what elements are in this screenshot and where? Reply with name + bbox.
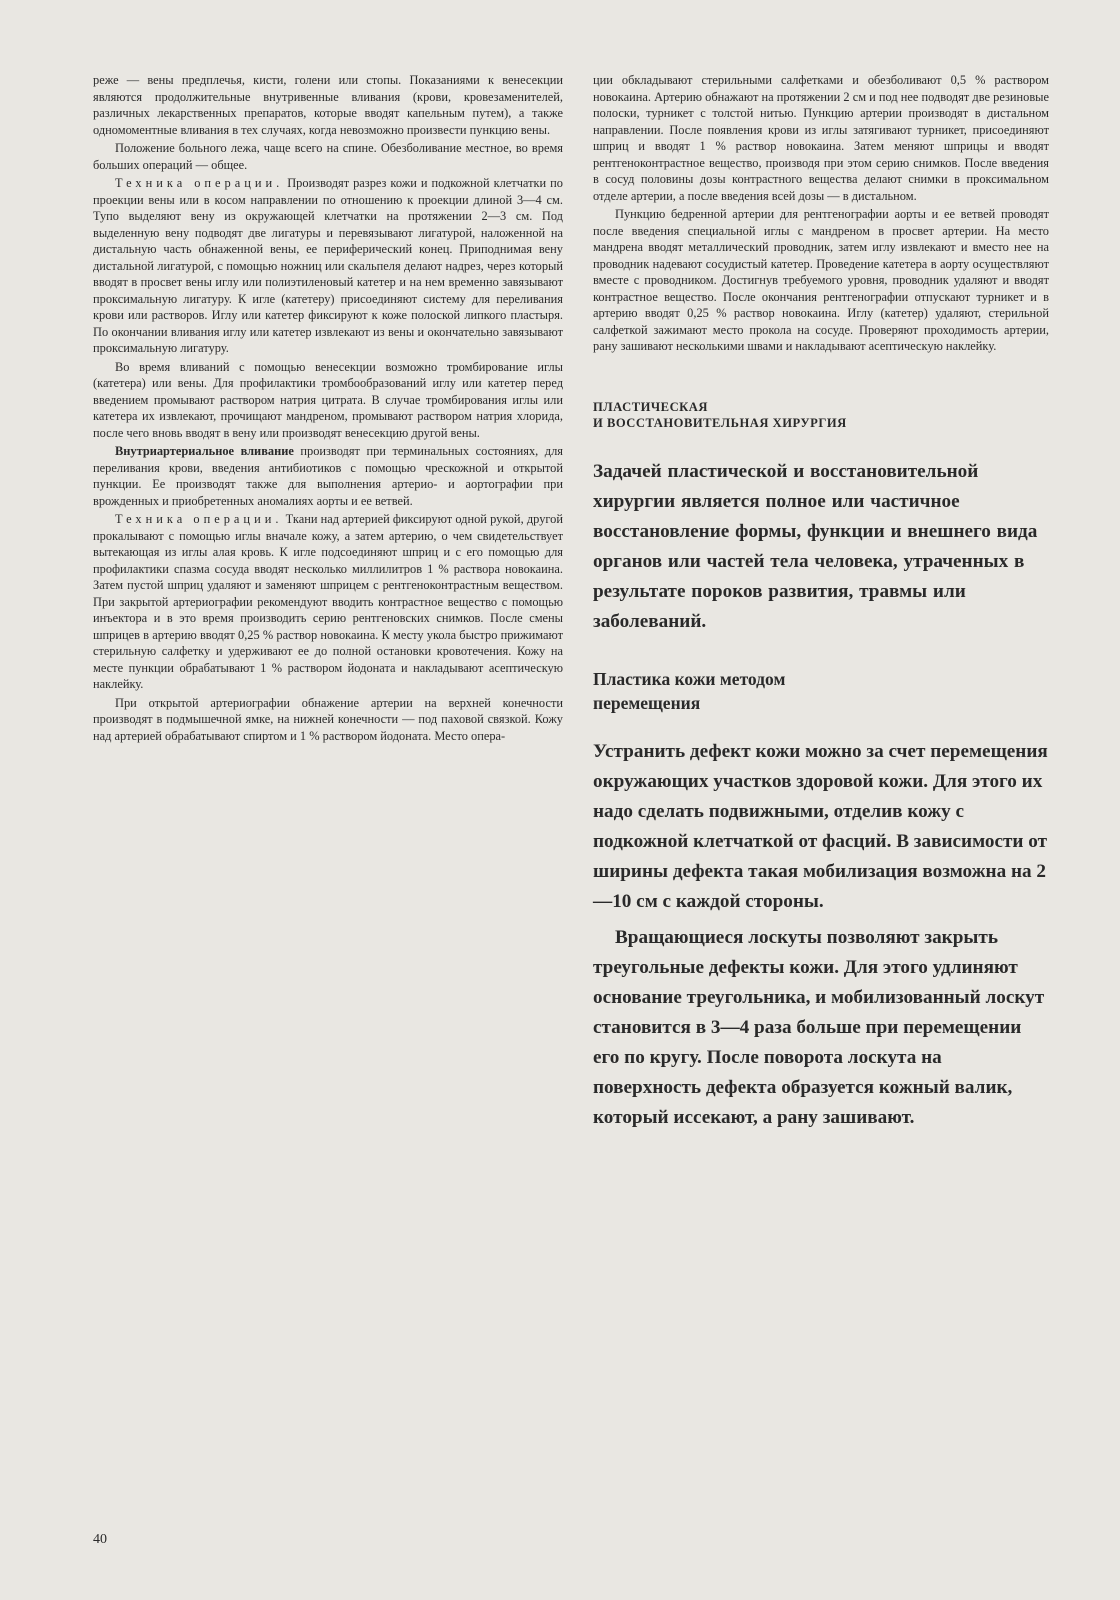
section-heading: [593, 399, 1049, 431]
paragraph: [593, 72, 1049, 204]
paragraph: [93, 443, 563, 509]
paragraph-text: Производят разрез кожи и подкожной клетчатки по проекции вены или в косом направлении по отношению к проекции длиной 3—4 см. Тупо выделяют вену из окружающей клетчатки на протяжении 2—3 см. Под выделенную вену подводят две лигатуры и перевязывают лигатурой, наложенной на дистальную часть обнаженной вены, ее периферический конец. Приподнимая вену дистальной лигатурой, с помощью ножниц или скальпеля делают надрез, через который вводят в просвет вены иглу или полиэтиленовый катетер и на нем временно завязывают проксимальную лигатуру. К игле (катетеру) присоединяют систему для переливания крови или растворов. Иглу или катетер фиксируют к коже полоской липкого пластыря. По окончании вливания иглу или катетер извлекают из вены и окончательно завязывают проксимальную лигатуру.: [93, 176, 563, 355]
paragraph-text: ции обкладывают стерильными салфетками и обезболивают 0,5 % раствором новокаина. Артерию обнажают на протяжении 2 см и под нее подводят две резиновые полоски, турникет с толстой нитью. Пункцию артерии производят в дистальном направлении. После появления крови из иглы затягивают турникет, присоединяют шприц и вводят 1 % раствор новокаина. Затем меняют шприцы и вводят рентгеноконтрастное вещество, производя при этом серию снимков. После введения в сосуд половины дозы контрастного вещества делают снимки в проксимальном отделе артерии, а после введения всей дозы — в дистальном.: [593, 73, 1049, 203]
bold-run-in-term: Внутриартериальное вливание: [115, 444, 294, 458]
paragraph: [93, 359, 563, 442]
paragraph: [93, 695, 563, 745]
right-column: [593, 72, 1049, 1133]
section-lead: Задачей пластической и восстановительной хирургии является полное или частичное восстановление формы, функции и внешнего вида органов или частей тела человека, утраченных в результате пороков развития, травмы или заболеваний.: [593, 460, 1038, 632]
subsection-heading: [593, 667, 1049, 715]
section-heading-line: ПЛАСТИЧЕСКАЯ: [593, 399, 708, 414]
left-column: [93, 72, 563, 744]
paragraph-text: производят при терминальных состояниях, для переливания крови, введения антибиотиков с помощью чрескожной и открытой пункции. Ее производят также для выполнения артерио- и аортографии при врожденных и приобретенных аномалиях аорты и ее ветвей.: [93, 444, 563, 508]
paragraph: [93, 511, 563, 693]
paragraph-text: Во время вливаний с помощью венесекции возможно тромбирование иглы (катетера) или вены. Для профилактики тромбообразований иглу или катетер перед введением промывают раствором натрия цитрата. В случае тромбирования иглы или катетера их извлекают, прочищают мандреном, промывают раствором натрия хлорида, после чего вновь вводят в вену или производят венесекцию другой вены.: [93, 359, 563, 440]
paragraph-text: При открытой артериографии обнажение артерии на верхней конечности производят в подмышечной ямке, на нижней конечности — под паховой связкой. Кожу над артерией обрабатывают спиртом и 1 % раствором йодоната. Место опера-: [93, 695, 563, 743]
paragraph: [93, 175, 563, 357]
paragraph: [93, 140, 563, 173]
section-heading-line: И ВОССТАНОВИТЕЛЬНАЯ ХИРУРГИЯ: [593, 415, 847, 430]
subsection-heading-line: перемещения: [593, 692, 701, 713]
paragraph-text: реже — вены предплечья, кисти, голени или стопы. Показаниями к венесекции являются продолжительные внутривенные вливания (крови, кровезаменителей, различных лекарственных препаратов, которые вводят капельным путем), а также одномоментные вливания в тех случаях, когда невозможно произвести пункцию вены.: [93, 73, 563, 137]
spaced-run-in-heading: Техника операции.: [115, 176, 284, 190]
paragraph: [93, 72, 563, 138]
paragraph-text: Пункцию бедренной артерии для рентгенографии аорты и ее ветвей проводят после введения специальной иглы с мандреном в просвет артерии. На место мандрена вводят металлический проводник, затем иглу извлекают и вместо нее на проводник надевают сосудистый катетер. Проведение катетера в аорту осуществляют вместе с проводником. Достигнув требуемого уровня, проводник удаляют и вводят контрастное вещество. После окончания рентгенографии отпускают турникет и в артерию вводят 0,25 % раствор новокаина. Иглу (катетер) удаляют, стерильной салфеткой зажимают место прокола на сосуде. Проверяют проходимость артерии, рану зашивают несколькими швами и накладывают асептическую наклейку.: [593, 207, 1049, 353]
large-paragraph: Устранить дефект кожи можно за счет перемещения окружающих участков здоровой кожи. Для этого их надо сделать подвижными, отделив кожу с подкожной клетчаткой от фасций. В зависимости от ширины дефекта такая мобилизация возможна на 2—10 см с каждой стороны.: [593, 740, 1048, 912]
paragraph-text: Положение больного лежа, чаще всего на спине. Обезболивание местное, во время больших операций — общее.: [93, 141, 563, 172]
large-paragraph: Вращающиеся лоскуты позволяют закрыть треугольные дефекты кожи. Для этого удлиняют основание треугольника, и мобилизованный лоскут становится в 3—4 раза больше при перемещении его по кругу. После поворота лоскута на поверхность дефекта образуется кожный валик, который иссекают, а рану зашивают.: [593, 926, 1045, 1128]
paragraph-text: Ткани над артерией фиксируют одной рукой, другой прокалывают с помощью иглы вначале кожу, а затем артерию, о чем свидетельствует вытекающая из иглы алая кровь. К игле подсоединяют шприц и с его помощью для профилактики спазма сосуда вводят несколько миллилитров 1 % раствора новокаина. Затем пустой шприц удаляют и заменяют шприцем с рентгеноконтрастным веществом. При закрытой артериографии рекомендуют вводить контрастное вещество с помощью инъектора и в это время производить серию рентгеновских снимков. После смены шприцев в артерию вводят 0,25 % раствор новокаина. К месту укола быстро прижимают стерильную салфетку и удерживают ее до полной остановки кровотечения. Кожу на месте пункции обрабатывают 1 % раствором йодоната и накладывают асептическую наклейку.: [93, 512, 563, 691]
subsection-heading-line: Пластика кожи методом: [593, 668, 786, 689]
spaced-run-in-heading: Техника операции.: [115, 512, 283, 526]
page-number: 40: [93, 1532, 107, 1547]
paragraph: [593, 206, 1049, 355]
